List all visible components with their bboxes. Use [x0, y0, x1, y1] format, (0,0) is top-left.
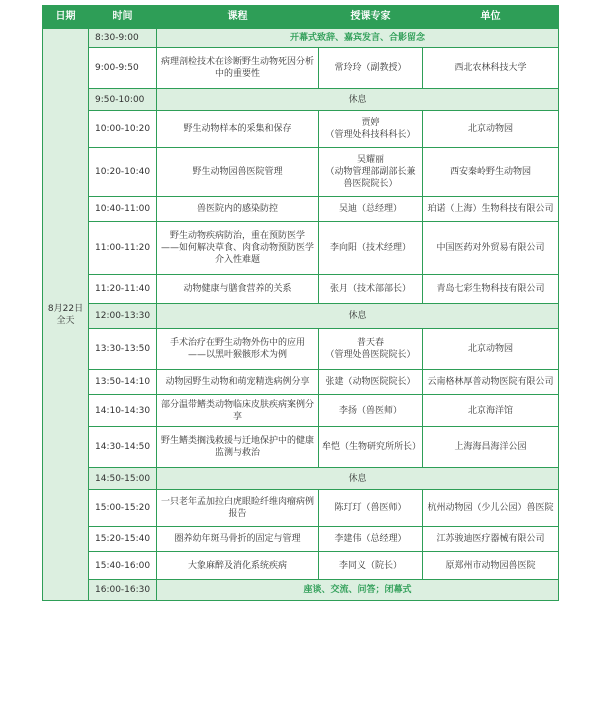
unit-cell: 杭州动物园（少儿公园）兽医院 — [423, 490, 559, 527]
course-cell: 大象麻醉及消化系统疾病 — [157, 552, 319, 580]
table-row — [43, 29, 559, 48]
course-cell: 野生鳍类搁浅救援与迁地保护中的健康监测与救治 — [157, 427, 319, 468]
time-cell: 11:20-11:40 — [89, 275, 157, 304]
time-cell: 16:00-16:30 — [89, 580, 157, 601]
course-cell: 野生动物疾病防治，重在预防医学 ——如何解决草食、肉食动物预防医学介入性难题 — [157, 222, 319, 275]
header-time: 时间 — [89, 6, 157, 29]
expert-cell: 常玲玲（副教授） — [319, 48, 423, 89]
break-cell: 休息 — [157, 89, 559, 111]
time-cell: 9:50-10:00 — [89, 89, 157, 111]
expert-cell: 张月（技术部部长） — [319, 275, 423, 304]
time-cell: 14:50-15:00 — [89, 468, 157, 490]
header-row — [43, 6, 559, 29]
course-cell: 野生动物园兽医院管理 — [157, 148, 319, 197]
expert-cell: 贾婷 （管理处科技科科长） — [319, 111, 423, 148]
unit-cell: 北京海洋馆 — [423, 395, 559, 427]
time-cell: 13:30-13:50 — [89, 329, 157, 370]
unit-cell: 西安秦岭野生动物园 — [423, 148, 559, 197]
table-row — [43, 48, 559, 89]
unit-cell: 云南格林厚普动物医院有限公司 — [423, 370, 559, 395]
table-row — [43, 148, 559, 197]
schedule — [42, 5, 558, 601]
unit-cell: 北京动物园 — [423, 111, 559, 148]
date-cell — [43, 29, 89, 601]
table-row — [43, 329, 559, 370]
break-cell: 休息 — [157, 304, 559, 329]
table-row — [43, 395, 559, 427]
expert-cell: 陈玎玎（兽医师） — [319, 490, 423, 527]
expert-cell: 李向阳（技术经理） — [319, 222, 423, 275]
unit-cell: 中国医药对外贸易有限公司 — [423, 222, 559, 275]
unit-cell: 珀诺（上海）生物科技有限公司 — [423, 197, 559, 222]
table-row — [43, 580, 559, 601]
unit-cell: 上海海昌海洋公园 — [423, 427, 559, 468]
ceremony-cell: 开幕式致辞、嘉宾发言、合影留念 — [157, 29, 559, 48]
unit-cell: 江苏骏迪医疗器械有限公司 — [423, 527, 559, 552]
time-cell: 10:20-10:40 — [89, 148, 157, 197]
expert-cell: 吴耀丽 （动物管理部副部长兼兽医院院长） — [319, 148, 423, 197]
table-row — [43, 370, 559, 395]
course-cell: 手术治疗在野生动物外伤中的应用 ——以黑叶猴骸形术为例 — [157, 329, 319, 370]
header-expert: 授课专家 — [319, 6, 423, 29]
time-cell: 9:00-9:50 — [89, 48, 157, 89]
table-row — [43, 527, 559, 552]
table-row — [43, 490, 559, 527]
course-cell: 一只老年孟加拉白虎眼睑纤维肉瘤病例报告 — [157, 490, 319, 527]
break-cell: 休息 — [157, 468, 559, 490]
expert-cell: 李同义（院长） — [319, 552, 423, 580]
time-cell: 15:40-16:00 — [89, 552, 157, 580]
time-cell: 15:20-15:40 — [89, 527, 157, 552]
table-row — [43, 111, 559, 148]
date-sub: 全天 — [56, 315, 75, 326]
table-row — [43, 552, 559, 580]
table-row — [43, 89, 559, 111]
course-cell: 兽医院内的感染防控 — [157, 197, 319, 222]
time-cell: 12:00-13:30 — [89, 304, 157, 329]
expert-cell: 李建伟（总经理） — [319, 527, 423, 552]
header-course: 课程 — [157, 6, 319, 29]
ceremony-cell: 座谈、交流、问答；闭幕式 — [157, 580, 559, 601]
time-cell: 14:30-14:50 — [89, 427, 157, 468]
time-cell: 10:00-10:20 — [89, 111, 157, 148]
unit-cell: 青岛七彩生物科技有限公司 — [423, 275, 559, 304]
time-cell: 15:00-15:20 — [89, 490, 157, 527]
date-line: 8月22日 — [47, 303, 84, 314]
time-cell: 10:40-11:00 — [89, 197, 157, 222]
course-cell: 动物健康与膳食营养的关系 — [157, 275, 319, 304]
table-row — [43, 304, 559, 329]
expert-cell: 普天春 （管理处兽医院院长） — [319, 329, 423, 370]
course-cell: 病理剖检技术在诊断野生动物死因分析中的重要性 — [157, 48, 319, 89]
table-row — [43, 468, 559, 490]
table-row — [43, 427, 559, 468]
time-cell: 8:30-9:00 — [89, 29, 157, 48]
course-cell: 部分温带鳍类动物临床皮肤疾病案例分享 — [157, 395, 319, 427]
course-cell: 圈养幼年斑马骨折的固定与管理 — [157, 527, 319, 552]
time-cell: 13:50-14:10 — [89, 370, 157, 395]
time-cell: 11:00-11:20 — [89, 222, 157, 275]
course-cell: 野生动物样本的采集和保存 — [157, 111, 319, 148]
expert-cell: 张建（动物医院院长） — [319, 370, 423, 395]
unit-cell: 西北农林科技大学 — [423, 48, 559, 89]
schedule-table — [42, 5, 559, 601]
expert-cell: 吴迪（总经理） — [319, 197, 423, 222]
header-date: 日期 — [43, 6, 89, 29]
table-row — [43, 197, 559, 222]
expert-cell: 李扬（兽医师） — [319, 395, 423, 427]
unit-cell: 北京动物园 — [423, 329, 559, 370]
unit-cell: 原郑州市动物园兽医院 — [423, 552, 559, 580]
table-row — [43, 275, 559, 304]
table-row — [43, 222, 559, 275]
header-unit: 单位 — [423, 6, 559, 29]
time-cell: 14:10-14:30 — [89, 395, 157, 427]
expert-cell: 牟恺（生物研究所所长） — [319, 427, 423, 468]
course-cell: 动物园野生动物和萌宠精选病例分享 — [157, 370, 319, 395]
